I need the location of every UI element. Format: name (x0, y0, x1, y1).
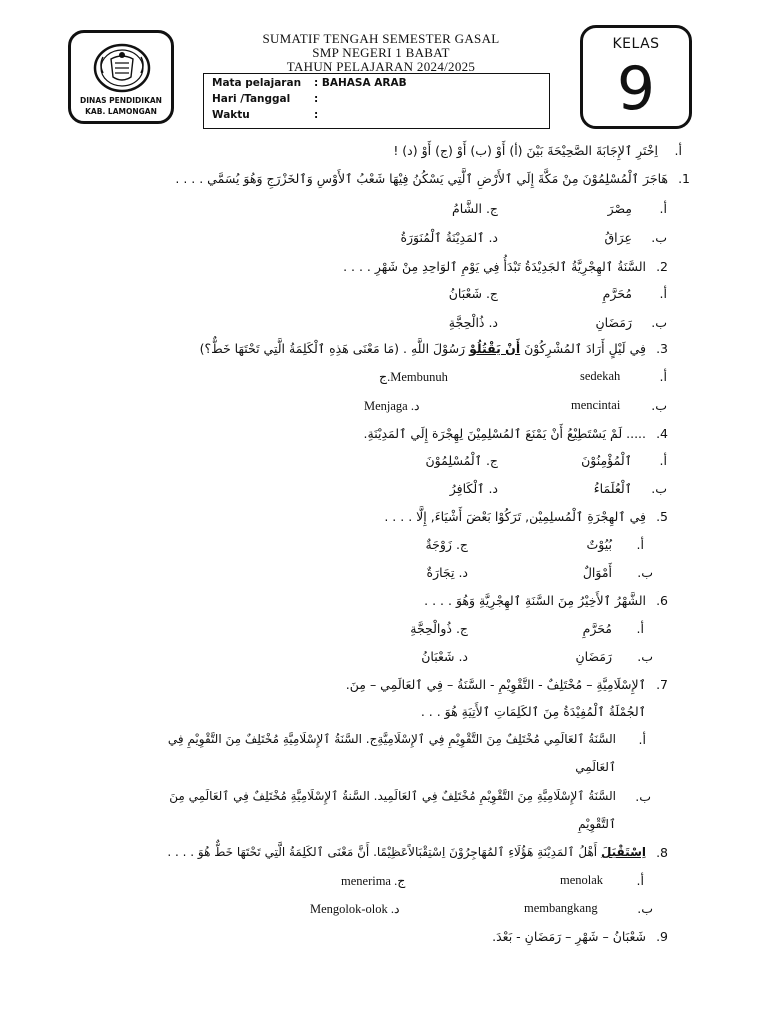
info-row-date (212, 93, 318, 109)
option-c: ج.Membunuh (379, 370, 448, 384)
info-value: : (314, 93, 319, 105)
option-d: د. ذُالْحِجَّةِ (448, 315, 498, 330)
kelas-number: 9 (616, 54, 656, 124)
question-number: 4. (656, 426, 668, 441)
question-number: 7. (656, 677, 668, 692)
option-b: mencintai (571, 398, 621, 412)
option-marker: أ. (636, 621, 644, 636)
question-number: 8. (656, 845, 668, 860)
option-d: د. ٱلمَدِيْنَةُ ٱلْمُنَوَرَةُ (400, 230, 498, 245)
question-number: 2. (656, 259, 668, 274)
underlined-word: اِسْتَقْبَلَ (600, 845, 646, 859)
option-marker: ب. (651, 230, 667, 245)
info-value: : BAHASA ARAB (314, 77, 407, 89)
option-a-line-2: ٱلعَالَمِي (575, 760, 616, 774)
option-a: مِصْرَ (607, 201, 632, 216)
question-number: 1. (678, 171, 690, 186)
question-line-2: ٱلجُمْلَةُ ٱلْمُفِيْدَةُ مِنَ ٱلكَلِمَاتِ ٱلأَتِيَةِ هُوَ . . . (420, 704, 646, 719)
info-label: Mata pelajaran (212, 77, 302, 89)
option-marker: أ. (659, 201, 667, 216)
info-row-time (212, 109, 318, 125)
academic-year: TAHUN PELAJARAN 2024/2025 (286, 59, 476, 74)
option-c: menerima .ج (341, 874, 406, 888)
option-marker: ب. (637, 565, 653, 580)
option-d: د. ٱلْكَافِرُ (449, 481, 498, 496)
option-b-line-1: السَّنَةُ ٱلإِسْلَامِيَّةِ مِنَ التَّقْوِيْمِ مُخْتَلِفٌ فِي ٱلعَالَمِيد. السَّنةُ ٱلإِسْلَامِيَّةِ مُخْتَلِفٌ فِي ٱلعَالَمِي مِنَ (169, 789, 616, 803)
option-a-line-1: السَّنَةُ ٱلعَالَمِي مُخْتَلِفٌ مِنَ التَّقْوِيْمِ فِي ٱلإِسْلَامِيَّةِج. السَّنَةُ ٱلإِسْلَامِيَّةِ مُخْتَلِفٌ مِنَ التَّقْوِيْمِ فِي (167, 732, 616, 746)
info-row-subject (212, 77, 407, 93)
option-marker: ب. (651, 315, 667, 330)
info-label: Hari /Tanggal (212, 93, 291, 105)
option-a: ٱلْمُؤْمِنُوْنَ (581, 453, 632, 468)
instruction-text: اِخْتَرِ ٱلإِجَابَةَ الصَّحِيْحَةَ بَيْنَ (أ) أَوْ (ب) أَوْ (ج) أَوْ (د) ! (393, 143, 658, 158)
option-marker: أ. (636, 537, 644, 552)
option-marker: أ. (638, 732, 646, 747)
question-text: الشَّهْرُ ٱلأَخِيْرُ مِنَ السَّنَةِ ٱلهِجْرِيَّةِ وَهُوَ . . . . (424, 593, 646, 608)
question-text (167, 845, 646, 859)
option-b: ٱلْعُلَمَاءُ (593, 481, 632, 496)
option-marker: ب. (651, 481, 667, 496)
instruction-marker: أ. (674, 143, 682, 158)
logo-line-1: DINAS PENDIDIKAN (80, 96, 162, 105)
question-number: 6. (656, 593, 668, 608)
question-number: 5. (656, 509, 668, 524)
option-b: أَمْوَالٌ (582, 565, 612, 580)
question-text: فِي ٱلهِجْرَةِ ٱلْمُسلِمِيْن, تَرَكُوْا بَعْضَ أَشْيَاءَ, إِلَّا . . . . (384, 509, 646, 524)
question-text-after: أَهْلُ ٱلمَدِيْنَةِ هَؤُلَاءِ ٱلمُهَاجِرُوْنَ اِسْتِقْبَالاًعَظِيْمًا. أَنَّ مَعْنَى ٱلكَلِمَةُ الَّتِي تَحْتَهَا خَطٌّ هُوَ . . . . (167, 845, 601, 859)
question-text: السَّنَةُ ٱلهِجْرِيَّةُ ٱلجَدِيْدَةُ تَبْدَأُ فِي يَوْمِ ٱلوَاحِدِ مِنْ شَهْرِ . . . . (343, 259, 646, 274)
option-b: رَمَضَانِ (595, 315, 632, 330)
question-text: هَاجَرَ ٱلْمُسْلِمُوْنَ مِنْ مَكَّةَ إِلَي ٱلأَرْضِ ٱلَّتِي يَسْكُنُ فِيْهَا شَعْبُ ٱلأَوْسِ وَٱلخَزْرَجِ وَهُوَ يُسَمَّي . . . . (175, 171, 668, 186)
kelas-label: KELAS (612, 36, 660, 52)
option-marker: أ. (659, 453, 667, 468)
option-c: ج. ذُوالْحِجَّةِ (410, 621, 468, 636)
option-d: د. تِجَارَةٌ (426, 565, 468, 580)
option-c: ج. شَعْبَانُ (448, 286, 498, 301)
question-text-before: فِي لَيْلٍ أَرَادَ ٱلمُشْرِكُوْنَ (520, 341, 646, 356)
exam-info-box (203, 73, 550, 129)
dinas-emblem-icon (93, 43, 151, 93)
option-marker: أ. (659, 286, 667, 301)
logo-line-2: KAB. LAMONGAN (85, 107, 157, 116)
underlined-word: أَنْ يَقْتُلُوْ (469, 341, 521, 356)
option-marker: ب. (651, 398, 667, 413)
dinas-logo-box (68, 30, 174, 124)
option-a: sedekah (580, 369, 621, 383)
option-d: Mengolok-olok .د (310, 902, 400, 916)
option-marker: ب. (635, 789, 651, 804)
option-a: مُحَرَّمِ (602, 286, 632, 301)
question-number: 3. (656, 341, 668, 356)
option-c: ج. الشَّامُ (452, 201, 498, 216)
option-d: Menjaga .د (364, 399, 420, 413)
option-c: ج. زَوْجَةٌ (425, 537, 468, 552)
option-a: مُحَرَّمِ (582, 621, 612, 636)
option-marker: ب. (637, 649, 653, 664)
option-c: ج. ٱلْمُسْلِمُوْنَ (425, 453, 498, 468)
question-text: شَعْبَانُ – شَهْرِ – رَمَضَانِ - بَعْدَ. (492, 929, 646, 944)
info-value: : (314, 109, 319, 121)
option-b-line-2: ٱلتَّقْوِيْمِ (578, 817, 616, 831)
option-b: membangkang (524, 901, 598, 915)
school-name: SMP NEGERI 1 BABAT (312, 45, 450, 60)
question-line-1: ٱلإِسْلَامِيَّةِ – مُخْتَلِفٌ - التَّقْوِيْمِ - السَّنَةُ – فِي ٱلعَالَمِي – مِنَ. (345, 677, 646, 692)
question-text (200, 341, 646, 356)
option-b: عِرَاقُ (604, 230, 632, 245)
exam-title: SUMATIF TENGAH SEMESTER GASAL (262, 31, 500, 46)
question-text: ..... لَمْ يَسْتَطِيْعُ أَنْ يَمْنَعَ ٱلمُسْلِمِيْنَ لِهِجْرَة إِلَي ٱلمَدِيْنَةِ. (363, 426, 646, 441)
option-a: menolak (560, 873, 604, 887)
question-number: 9. (656, 929, 668, 944)
option-marker: أ. (636, 873, 644, 888)
option-d: د. شَعْبَانُ (421, 649, 468, 664)
kelas-box (580, 25, 692, 129)
question-text-after: رَسُوْلَ اللَّهِ . (مَا مَعْنَى هَذِهِ ٱلْكَلِمَةُ الَّتِي تَحْتَهَا خَطٌّ؟) (199, 341, 470, 356)
option-marker: ب. (637, 901, 653, 916)
option-b: رَمَضَانِ (575, 649, 612, 664)
option-marker: أ. (659, 369, 667, 384)
option-a: بُيُوْتٌ (586, 537, 612, 552)
info-label: Waktu (212, 109, 250, 121)
